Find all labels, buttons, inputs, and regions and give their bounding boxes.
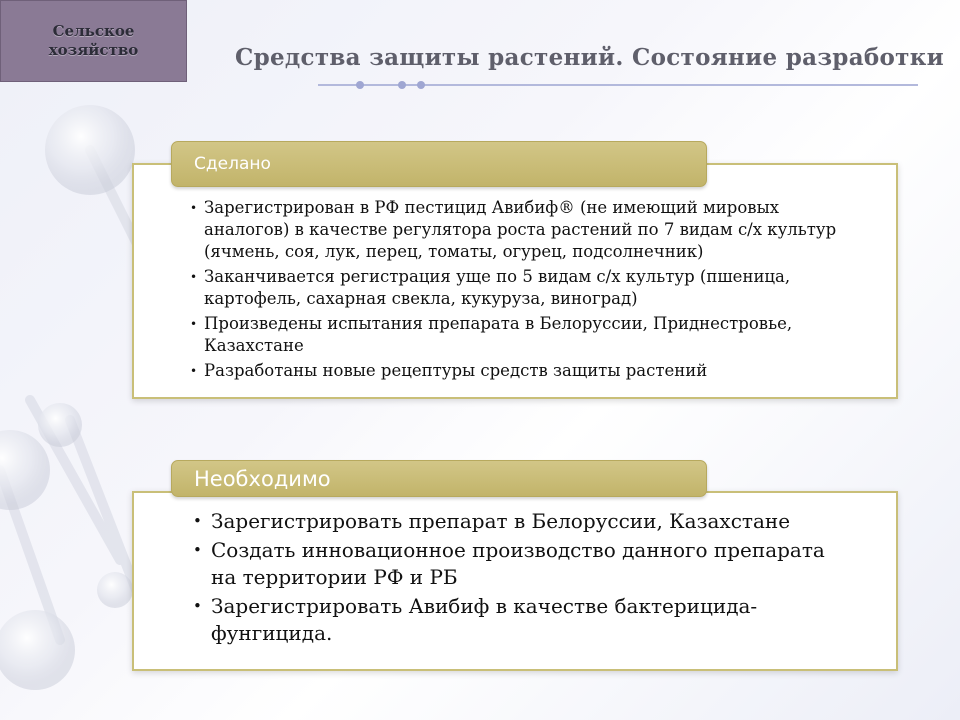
title-divider xyxy=(318,79,918,91)
page-title: Средства защиты растений. Состояние разработки xyxy=(235,44,944,71)
list-item: • Зарегистрировать Авибиф в качестве бактерицида-фунгицида. xyxy=(193,593,833,647)
needed-header-label: Необходимо xyxy=(194,466,331,491)
list-item: • Зарегистрировать препарат в Белоруссии, Казахстане xyxy=(193,508,833,535)
list-item: • Разработаны новые рецептуры средств защиты растений xyxy=(190,360,850,382)
done-header-label: Сделано xyxy=(194,154,271,174)
list-item: • Создать инновационное производство данного препарата на территории РФ и РБ xyxy=(193,537,833,591)
done-list xyxy=(190,197,850,385)
done-header xyxy=(171,141,707,187)
needed-list xyxy=(193,508,833,649)
list-item: • Зарегистрирован в РФ пестицид Авибиф® (не имеющий мировых аналогов) в качестве регулятора роста растений по 7 видам с/х культур (ячмень, соя, лук, перец, томаты, огурец, подсолнечник) xyxy=(190,197,850,263)
needed-header xyxy=(171,460,707,497)
list-item: • Заканчивается регистрация уще по 5 видам с/х культур (пшеница, картофель, сахарная свекла, кукуруза, виноград) xyxy=(190,266,850,310)
list-item: • Произведены испытания препарата в Белоруссии, Приднестровье, Казахстане xyxy=(190,313,850,357)
category-label xyxy=(0,0,187,82)
category-text: Сельское хозяйство xyxy=(48,22,139,59)
